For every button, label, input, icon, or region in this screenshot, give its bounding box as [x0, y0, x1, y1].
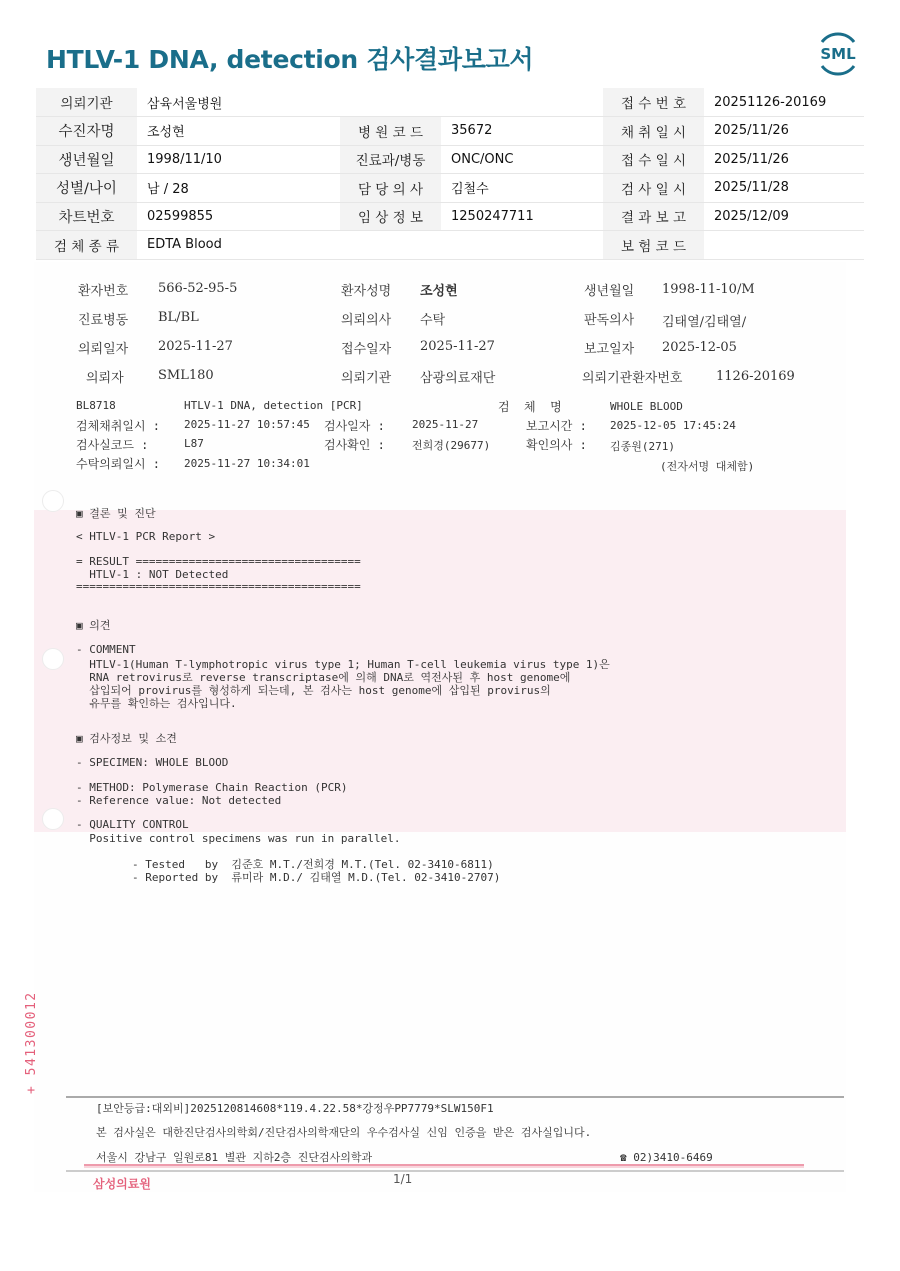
- info-row: [36, 145, 864, 174]
- label-patient-name: 환자성명: [341, 284, 392, 299]
- patient-info-table: [36, 88, 864, 260]
- footer-red-rule: [84, 1164, 804, 1168]
- punch-hole: [42, 648, 64, 670]
- info-label: 임 상 정 보: [340, 202, 441, 231]
- hospital-logo: 삼성의료원: [93, 1177, 151, 1191]
- info-label: 담 당 의 사: [340, 174, 441, 203]
- label-collect: 검체채취일시 :: [76, 419, 161, 433]
- test-date: 2025-11-27: [412, 418, 479, 431]
- info-heading: ▣ 검사정보 및 소견: [76, 732, 177, 745]
- opinion-heading: ▣ 의견: [76, 619, 111, 632]
- info-value: 삼육서울병원: [137, 88, 340, 117]
- org-pt: 1126-20169: [716, 369, 795, 384]
- ward: BL/BL: [158, 310, 199, 325]
- label-req-doc: 의뢰의사: [341, 313, 392, 328]
- dob: 1998-11-10/M: [662, 282, 755, 297]
- info-value: 2025/11/28: [704, 174, 864, 203]
- info-value: 1998/11/10: [137, 145, 340, 174]
- info-label: 의뢰기관: [36, 88, 137, 117]
- req-date: 2025-11-27: [158, 339, 233, 354]
- patient-name: 조성현: [420, 284, 458, 299]
- info-value: [704, 231, 864, 260]
- label-read-doc: 판독의사: [584, 313, 635, 328]
- label-ward: 진료병동: [78, 313, 129, 328]
- info-label: 결 과 보 고: [603, 202, 704, 231]
- info-value: 2025/11/26: [704, 145, 864, 174]
- info-row: [36, 202, 864, 231]
- cert-line: 본 검사실은 대한진단검사의학회/진단검사의학재단의 우수검사실 신임 인증을 받은 검사실입니다.: [96, 1126, 592, 1139]
- collect: 2025-11-27 10:57:45: [184, 418, 310, 431]
- specimen: WHOLE BLOOD: [610, 400, 683, 413]
- info-value: 남 / 28: [137, 174, 340, 203]
- sml-logo: [814, 30, 862, 78]
- page-number: 1/1: [393, 1172, 413, 1186]
- test-code: BL8718: [76, 399, 116, 412]
- info-label: 차트번호: [36, 202, 137, 231]
- info-value: 20251126-20169: [704, 88, 864, 117]
- punch-hole: [42, 808, 64, 830]
- confirm-doc: 김종원(271): [610, 440, 675, 453]
- label-confirm: 검사확인 :: [324, 438, 385, 452]
- label-patient-no: 환자번호: [78, 284, 129, 299]
- label-confirm-doc: 확인의사 :: [526, 438, 587, 452]
- report-title: < HTLV-1 PCR Report >: [76, 530, 216, 543]
- info-row: [36, 231, 864, 260]
- label-org: 의뢰기관: [341, 371, 392, 386]
- requester: SML180: [158, 368, 214, 383]
- info-value: 1250247711: [441, 202, 603, 231]
- specimen-line: - SPECIMEN: WHOLE BLOOD: [76, 756, 229, 769]
- result-line: = RESULT ==================================: [76, 555, 361, 568]
- security-line: [보안등급:대외비]2025120814608*119.4.22.58*강정우PP7779*SLW150F1: [96, 1102, 494, 1115]
- info-label: 생년월일: [36, 145, 137, 174]
- esign-note: (전자서명 대체함): [660, 460, 755, 473]
- address-line: 서울시 강남구 일원로81 별관 지하2층 진단검사의학과: [96, 1151, 373, 1164]
- label-requester: 의뢰자: [86, 371, 124, 386]
- label-org-pt: 의뢰기관환자번호: [582, 371, 683, 386]
- info-row: [36, 88, 864, 117]
- info-value: ONC/ONC: [441, 145, 603, 174]
- info-value: 김철수: [441, 174, 603, 203]
- tested-line: - Tested by 김준호 M.T./전희경 M.T.(Tel. 02-3410-6811): [132, 858, 494, 871]
- result-value: HTLV-1 : NOT Detected: [76, 568, 229, 581]
- comment-line: - COMMENT: [76, 643, 136, 656]
- info-row: [36, 117, 864, 146]
- label-dob: 생년월일: [584, 284, 635, 299]
- info-label: 보 험 코 드: [603, 231, 704, 260]
- info-label: 수진자명: [36, 117, 137, 146]
- label-room: 검사실코드 :: [76, 438, 149, 452]
- scanned-report: [34, 262, 846, 1192]
- org: 삼광의료재단: [420, 371, 496, 386]
- label-test-date: 검사일자 :: [324, 419, 385, 433]
- info-label: 접 수 일 시: [603, 145, 704, 174]
- info-label: 진료과/병동: [340, 145, 441, 174]
- comment-line: 유무를 확인하는 검사입니다.: [76, 697, 237, 710]
- info-value: 2025/11/26: [704, 117, 864, 146]
- info-label: 채 취 일 시: [603, 117, 704, 146]
- report-time: 2025-12-05 17:45:24: [610, 419, 736, 432]
- comment-line: HTLV-1(Human T-lymphotropic virus type 1; Human T-cell leukemia virus type 1)은: [76, 658, 610, 671]
- serial-number: + 541300012: [24, 991, 39, 1094]
- info-label: 검 사 일 시: [603, 174, 704, 203]
- read-doc: 김태열/김태열/: [662, 315, 747, 330]
- info-row: [36, 174, 864, 203]
- consign: 2025-11-27 10:34:01: [184, 457, 310, 470]
- footer-bottom-rule: [66, 1170, 844, 1172]
- patient-no: 566-52-95-5: [158, 281, 238, 296]
- method-line: - METHOD: Polymerase Chain Reaction (PCR): [76, 781, 348, 794]
- reported-line: - Reported by 류미라 M.D./ 김태열 M.D.(Tel. 02-3410-2707): [132, 871, 501, 884]
- qc-detail: Positive control specimens was run in parallel.: [76, 832, 401, 845]
- info-label: 병 원 코 드: [340, 117, 441, 146]
- punch-hole: [42, 490, 64, 512]
- confirm: 전희경(29677): [412, 439, 491, 452]
- reference-line: - Reference value: Not detected: [76, 794, 282, 807]
- info-value: 조성현: [137, 117, 340, 146]
- phone-line: ☎ 02)3410-6469: [620, 1151, 713, 1164]
- info-value: 35672: [441, 117, 603, 146]
- label-report-time: 보고시간 :: [526, 419, 587, 433]
- info-label: 성별/나이: [36, 174, 137, 203]
- page-title: HTLV-1 DNA, detection 검사결과보고서: [46, 45, 534, 74]
- qc-line: - QUALITY CONTROL: [76, 818, 189, 831]
- label-consign: 수탁의뢰일시 :: [76, 457, 161, 471]
- result-heading: ▣ 결론 및 진단: [76, 507, 156, 520]
- room: L87: [184, 437, 204, 450]
- label-req-date: 의뢰일자: [78, 342, 129, 357]
- label-rep-date: 보고일자: [584, 342, 635, 357]
- svg-text:SML: SML: [820, 45, 856, 63]
- footer-top-rule: [66, 1096, 844, 1098]
- info-label: 검 체 종 류: [36, 231, 137, 260]
- rep-date: 2025-12-05: [662, 340, 737, 355]
- info-label: 접 수 번 호: [603, 88, 704, 117]
- result-divider: ===========================================: [76, 580, 361, 593]
- label-specimen: 검 체 명: [498, 400, 562, 414]
- comment-line: 삽입되어 provirus를 형성하게 되는데, 본 검사는 host genome에 삽입된 provirus의: [76, 684, 551, 697]
- test-name: HTLV-1 DNA, detection [PCR]: [184, 399, 363, 412]
- req-doc: 수탁: [420, 313, 446, 328]
- info-value: 02599855: [137, 202, 340, 231]
- comment-line: RNA retrovirus로 reverse transcriptase에 의해 DNA로 역전사된 후 host genome에: [76, 671, 571, 684]
- label-rcv-date: 접수일자: [341, 342, 392, 357]
- rcv-date: 2025-11-27: [420, 339, 495, 354]
- info-value: EDTA Blood: [137, 231, 340, 260]
- info-value: 2025/12/09: [704, 202, 864, 231]
